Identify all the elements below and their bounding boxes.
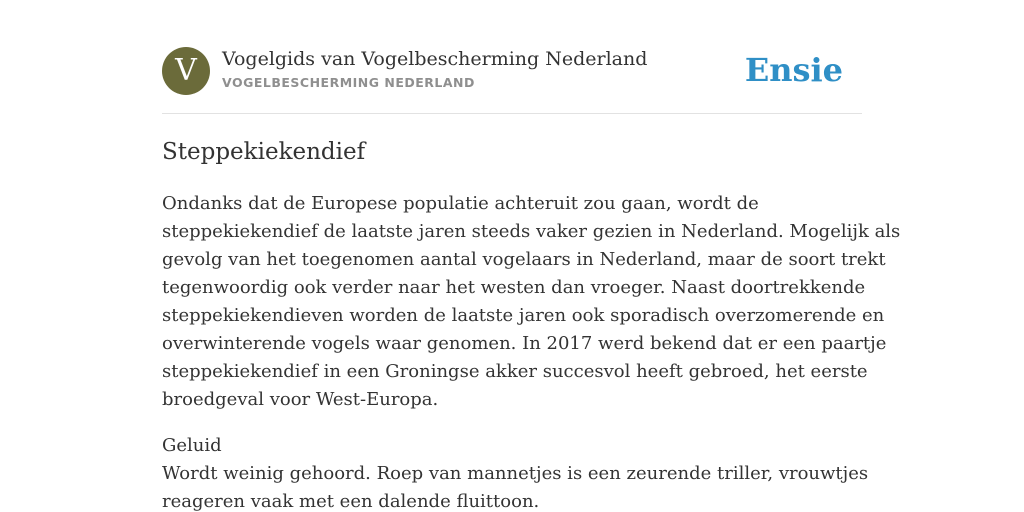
source-header bbox=[162, 47, 862, 114]
paragraph-line: Wordt weinig gehoord. Roep van mannetjes is een zeurende triller, vrouwtjes bbox=[162, 463, 869, 484]
paragraph-line: reageren vaak met een dalende fluittoon. bbox=[162, 491, 540, 512]
paragraph-line: tegenwoordig ook verder naar het westen dan vroeger. Naast doortrekkende bbox=[162, 277, 866, 298]
paragraph-2 bbox=[162, 432, 869, 512]
section-heading-geluid: Geluid bbox=[162, 435, 222, 456]
paragraph-line: overwinterende vogels waar genomen. In 2017 werd bekend dat er een paartje bbox=[162, 333, 887, 354]
paragraph-line: steppekiekendieven worden de laatste jaren ook sporadisch overzomerende en bbox=[162, 305, 885, 326]
paragraph-line: gevolg van het toegenomen aantal vogelaars in Nederland, maar de soort trekt bbox=[162, 249, 886, 270]
article-title: Steppekiekendief bbox=[162, 139, 366, 165]
paragraph-line: Ondanks dat de Europese populatie achteruit zou gaan, wordt de bbox=[162, 193, 759, 214]
article-body bbox=[162, 190, 901, 512]
ensie-logo[interactable]: Ensie bbox=[744, 51, 843, 89]
paragraph-line: steppekiekendief in een Groningse akker succesvol heeft gebroed, het eerste bbox=[162, 361, 868, 382]
paragraph-line: steppekiekendief de laatste jaren steeds vaker gezien in Nederland. Mogelijk als bbox=[162, 221, 901, 242]
paragraph-line: broedgeval voor West-Europa. bbox=[162, 389, 439, 410]
source-subtitle[interactable]: VOGELBESCHERMING NEDERLAND bbox=[222, 75, 475, 90]
source-avatar[interactable]: V bbox=[162, 47, 210, 95]
source-title[interactable]: Vogelgids van Vogelbescherming Nederland bbox=[222, 48, 648, 70]
paragraph-1 bbox=[162, 190, 901, 414]
